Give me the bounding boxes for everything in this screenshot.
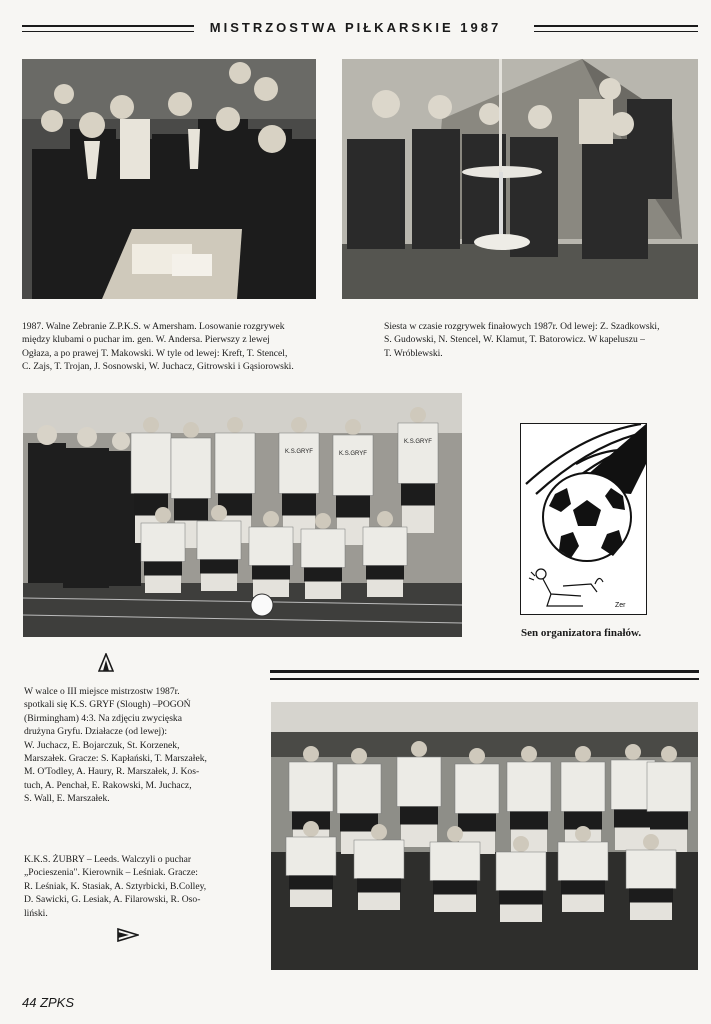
pennant-right-icon	[117, 928, 139, 942]
caption-zubry-line-5: liński.	[24, 907, 48, 919]
photo-zubry-team	[271, 702, 698, 970]
photo-meeting	[22, 59, 316, 299]
caption-gryf-line-2: spotkali się K.S. GRYF (Slough) –POGOŃ	[24, 699, 191, 711]
caption-zubry-line-3: R. Leśniak, K. Stasiak, A. Sztyrbicki, B.Colley,	[24, 880, 207, 892]
caption-meeting-line-2: między klubami o puchar im. gen. W. Andersa. Pierwszy z lewej	[22, 334, 270, 346]
gryf-standing-player	[279, 417, 319, 543]
caption-gryf-line-4: drużyna Gryfu. Działacze (od lewej):	[24, 726, 168, 738]
caption-siesta	[384, 320, 704, 360]
zubry-standing-player	[507, 746, 551, 852]
caption-meeting	[22, 320, 342, 374]
caption-gryf	[24, 685, 264, 806]
cartoon-caption: Sen organizatora finałów.	[521, 627, 642, 639]
caption-gryf-line-3: (Birmingham) 4:3. Na zdjęciu zwycięska	[24, 712, 182, 724]
caption-zubry-line-2: „Pocieszenia". Kierownik – Leśniak. Gracze:	[24, 867, 198, 879]
page-footer: 44 ZPKS	[22, 995, 75, 1010]
gryf-standing-player	[398, 407, 438, 533]
caption-siesta-line-2: S. Gudowski, N. Stencel, W. Klamut, T. Batorowicz. W kapeluszu –	[384, 334, 645, 346]
caption-zubry-line-1: K.K.S. ŻUBRY – Leeds. Walczyli o puchar	[24, 854, 192, 865]
caption-zubry	[24, 853, 264, 920]
gryf-standing-player	[333, 419, 373, 545]
pennant-up-icon	[98, 653, 114, 673]
caption-gryf-line-1: W walce o III miejsce mistrzostw 1987r.	[24, 686, 180, 697]
caption-siesta-line-3: T. Wróblewski.	[384, 347, 443, 359]
caption-gryf-line-5: W. Juchacz, E. Bojarczuk, St. Korzenek,	[24, 739, 180, 751]
photo-gryf-team	[23, 393, 462, 637]
caption-meeting-line-3: Ogłaza, a po prawej T. Makowski. W tyle od lewej: Kreft, T. Stencel,	[22, 347, 288, 359]
caption-zubry-line-4: D. Sawicki, G. Lesiak, A. Filarowski, R. Oso-	[24, 894, 201, 906]
shirt-text: K.S.GRYF	[285, 449, 313, 455]
page-title: MISTRZOSTWA PIŁKARSKIE 1987	[209, 20, 502, 35]
caption-gryf-line-6: Marszałek. Gracze: S. Kapłański, T. Marszałek,	[24, 753, 207, 765]
shirt-text: K.S.GRYF	[339, 451, 367, 457]
caption-siesta-line-1: Siesta w czasie rozgrywek finałowych 1987r. Od lewej: Z. Szadkowski,	[384, 321, 660, 332]
photo-siesta	[342, 59, 698, 299]
caption-gryf-line-8: tuch, A. Penchał, E. Rakowski, M. Juchacz,	[24, 779, 192, 791]
zubry-standing-player	[397, 741, 441, 847]
shirt-text: K.S.GRYF	[404, 439, 432, 445]
cartoon	[520, 423, 647, 615]
caption-meeting-line-4: C. Zajs, T. Trojan, J. Sosnowski, W. Juchacz, Gitrowski i Gąsiorowski.	[22, 361, 294, 373]
caption-gryf-line-7: M. O'Todley, A. Haury, R. Marszałek, J. Kos-	[24, 766, 200, 778]
svg-text:Zer: Zer	[615, 602, 626, 609]
caption-gryf-line-9: S. Wall, E. Marszałek.	[24, 793, 110, 805]
section-divider-thick	[270, 670, 699, 673]
caption-meeting-line-1: 1987. Walne Zebranie Z.P.K.S. w Amersham. Losowanie rozgrywek	[22, 321, 285, 332]
section-divider-thin	[270, 678, 699, 680]
